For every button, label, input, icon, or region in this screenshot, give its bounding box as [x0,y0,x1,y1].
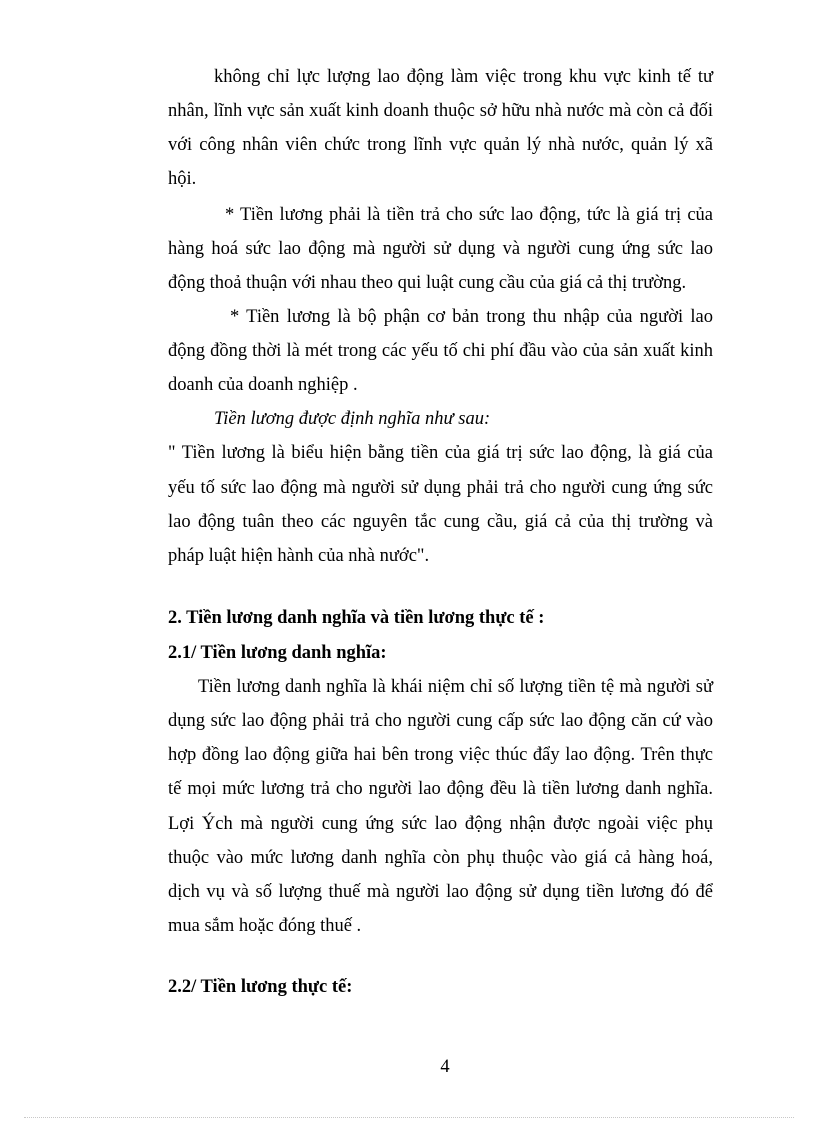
text-line: doanh của doanh nghiệp . [168,375,358,395]
text-line: Lợi Ých mà người cung ứng sức lao động nhận được ngoài việc phụ [168,814,713,834]
text-line: * Tiền lương là bộ phận cơ bản trong thu nhập của người lao [230,307,713,327]
text-line: Tiền lương danh nghĩa là khái niệm chỉ số lượng tiền tệ mà người sử [198,677,713,697]
text-line: dịch vụ và số lượng thuế mà người lao động sử dụng tiền lương đó để [168,882,713,902]
text-line: pháp luật hiện hành của nhà nước". [168,546,430,566]
subsection-heading: 2.1/ Tiền lương danh nghĩa: [168,643,387,663]
text-line: với công nhân viên chức trong lĩnh vực quản lý nhà nước, quản lý xã [168,135,713,155]
text-line: yếu tố sức lao động mà người sử dụng phải trả cho người cung ứng sức [168,478,713,498]
text-line: động đồng thời là mét trong các yếu tố chi phí đầu vào của sản xuất kinh [168,341,713,361]
text-line: dụng sức lao động phải trả cho người cung cấp sức lao động căn cứ vào [168,711,713,731]
text-line: * Tiền lương phải là tiền trả cho sức lao động, tức là giá trị của [225,205,713,225]
text-line: hợp đồng lao động giữa hai bên trong việc thúc đẩy lao động. Trên thực [168,745,713,765]
page-edge-divider [24,1117,794,1118]
text-line: không chỉ lực lượng lao động làm việc trong khu vực kinh tế tư [214,67,713,87]
subsection-heading: 2.2/ Tiền lương thực tế: [168,977,353,997]
text-line: tế mọi mức lương trả cho người lao động đều là tiền lương danh nghĩa. [168,779,713,799]
text-line: nhân, lĩnh vực sản xuất kinh doanh thuộc sở hữu nhà nước mà còn cả đối [168,101,713,121]
section-heading: 2. Tiền lương danh nghĩa và tiền lương thực tế : [168,608,545,628]
text-line: thuộc vào mức lương danh nghĩa còn phụ thuộc vào giá cả hàng hoá, [168,848,713,868]
page-number: 4 [440,1057,450,1077]
text-line: hàng hoá sức lao động mà người sử dụng và người cung ứng sức lao [168,239,713,259]
text-line: " Tiền lương là biểu hiện bằng tiền của giá trị sức lao động, là giá của [168,443,713,463]
text-line: lao động tuân theo các nguyên tắc cung cầu, giá cả của thị trường và [168,512,713,532]
text-line: mua sắm hoặc đóng thuế . [168,916,362,936]
definition-intro: Tiền lương được định nghĩa như sau: [214,409,491,429]
text-line: động thoả thuận với nhau theo qui luật cung cầu của giá cả thị trường. [168,273,687,293]
text-line: hội. [168,169,197,189]
